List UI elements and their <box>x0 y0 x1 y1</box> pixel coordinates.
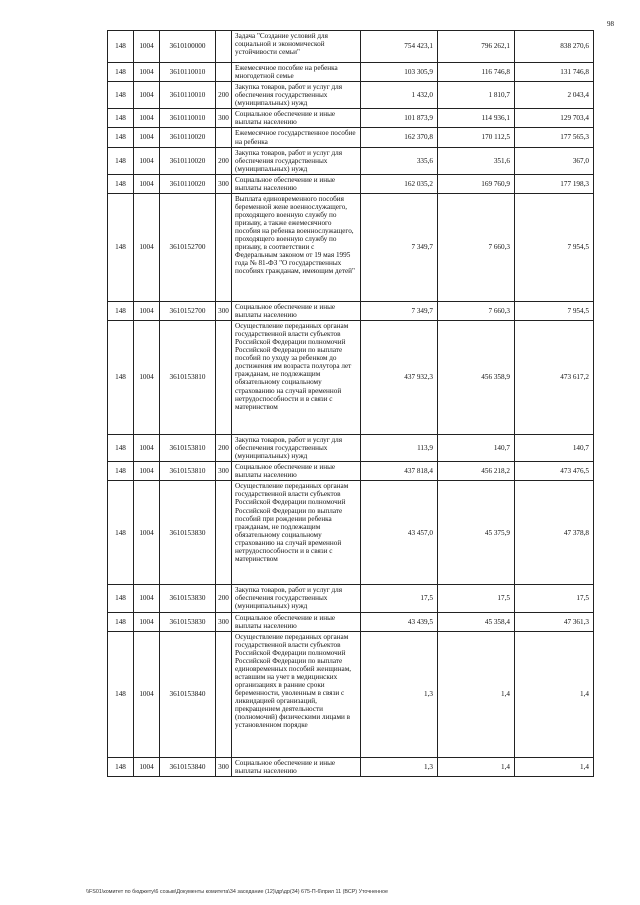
table-row <box>108 82 594 109</box>
cell-ministry-code: 148 <box>108 301 134 320</box>
cell-amount-year-3: 17,5 <box>515 585 594 612</box>
cell-section-code: 1004 <box>134 757 160 776</box>
cell-expense-kind: 300 <box>216 612 232 631</box>
cell-item-name: Социальное обеспечение и иные выплаты населению <box>232 462 361 481</box>
cell-amount-year-1: 101 873,9 <box>361 109 438 128</box>
cell-amount-year-2: 116 746,8 <box>438 63 515 82</box>
cell-amount-year-3: 140,7 <box>515 435 594 462</box>
cell-amount-year-2: 351,6 <box>438 147 515 174</box>
cell-target-code: 3610153830 <box>160 481 216 585</box>
cell-item-name: Ежемесячное пособие на ребенка многодетной семье <box>232 63 361 82</box>
cell-ministry-code: 148 <box>108 481 134 585</box>
table-row <box>108 301 594 320</box>
cell-amount-year-3: 7 954,5 <box>515 301 594 320</box>
cell-amount-year-3: 1,4 <box>515 757 594 776</box>
cell-amount-year-1: 437 932,3 <box>361 321 438 435</box>
table-row <box>108 612 594 631</box>
cell-ministry-code: 148 <box>108 612 134 631</box>
cell-expense-kind <box>216 193 232 301</box>
cell-item-name: Социальное обеспечение и иные выплаты населению <box>232 174 361 193</box>
cell-section-code: 1004 <box>134 321 160 435</box>
cell-amount-year-3: 1,4 <box>515 631 594 757</box>
cell-target-code: 3610153810 <box>160 321 216 435</box>
cell-ministry-code: 148 <box>108 31 134 63</box>
cell-item-name: Закупка товаров, работ и услуг для обеспечения государственных (муниципальных) нужд <box>232 435 361 462</box>
cell-expense-kind: 300 <box>216 757 232 776</box>
cell-amount-year-3: 177 565,3 <box>515 128 594 147</box>
cell-section-code: 1004 <box>134 63 160 82</box>
cell-expense-kind <box>216 631 232 757</box>
cell-amount-year-2: 140,7 <box>438 435 515 462</box>
table-row <box>108 193 594 301</box>
cell-expense-kind <box>216 63 232 82</box>
cell-target-code: 3610153810 <box>160 462 216 481</box>
cell-ministry-code: 148 <box>108 631 134 757</box>
table-row <box>108 435 594 462</box>
cell-amount-year-1: 7 349,7 <box>361 301 438 320</box>
table-row <box>108 481 594 585</box>
cell-amount-year-2: 170 112,5 <box>438 128 515 147</box>
cell-amount-year-1: 7 349,7 <box>361 193 438 301</box>
cell-section-code: 1004 <box>134 585 160 612</box>
cell-item-name: Закупка товаров, работ и услуг для обеспечения государственных (муниципальных) нужд <box>232 82 361 109</box>
cell-section-code: 1004 <box>134 631 160 757</box>
table-row <box>108 462 594 481</box>
cell-amount-year-2: 1 810,7 <box>438 82 515 109</box>
cell-item-name: Выплата единовременного пособия беременной жене военнослужащего, проходящего военную службу по призыву, а также ежемесячного пособия на ребенка военнослужащего, проходящего военную службу по призыву, в соответствии с Федеральным законом от 19 мая 1995 года № 81-ФЗ "О государственных пособиях гражданам, имеющим детей" <box>232 193 361 301</box>
cell-expense-kind: 300 <box>216 462 232 481</box>
cell-section-code: 1004 <box>134 82 160 109</box>
cell-amount-year-1: 754 423,1 <box>361 31 438 63</box>
cell-item-name: Закупка товаров, работ и услуг для обеспечения государственных (муниципальных) нужд <box>232 585 361 612</box>
cell-section-code: 1004 <box>134 193 160 301</box>
table-row <box>108 109 594 128</box>
cell-amount-year-1: 162 035,2 <box>361 174 438 193</box>
cell-amount-year-3: 177 198,3 <box>515 174 594 193</box>
table-row <box>108 321 594 435</box>
cell-amount-year-2: 45 358,4 <box>438 612 515 631</box>
cell-amount-year-3: 7 954,5 <box>515 193 594 301</box>
cell-expense-kind: 300 <box>216 109 232 128</box>
cell-amount-year-3: 47 378,8 <box>515 481 594 585</box>
cell-target-code: 3610153830 <box>160 585 216 612</box>
cell-amount-year-1: 17,5 <box>361 585 438 612</box>
cell-target-code: 3610110010 <box>160 63 216 82</box>
cell-amount-year-1: 335,6 <box>361 147 438 174</box>
cell-expense-kind <box>216 321 232 435</box>
cell-ministry-code: 148 <box>108 462 134 481</box>
cell-item-name: Ежемесячное государственное пособие на ребенка <box>232 128 361 147</box>
cell-section-code: 1004 <box>134 174 160 193</box>
cell-amount-year-2: 45 375,9 <box>438 481 515 585</box>
cell-amount-year-2: 169 760,9 <box>438 174 515 193</box>
cell-item-name: Социальное обеспечение и иные выплаты населению <box>232 757 361 776</box>
cell-item-name: Осуществление переданных органам государственной власти субъектов Российской Федерации полномочий Российской Федерации по выплате пособий при рождении ребенка гражданам, не подлежащим обязательному социальному страхованию на случай временной нетрудоспособности и в связи с материнством <box>232 481 361 585</box>
cell-section-code: 1004 <box>134 462 160 481</box>
cell-section-code: 1004 <box>134 435 160 462</box>
cell-amount-year-2: 7 660,3 <box>438 193 515 301</box>
cell-section-code: 1004 <box>134 301 160 320</box>
cell-amount-year-1: 43 439,5 <box>361 612 438 631</box>
cell-ministry-code: 148 <box>108 585 134 612</box>
cell-amount-year-3: 2 043,4 <box>515 82 594 109</box>
cell-target-code: 3610100000 <box>160 31 216 63</box>
table-row <box>108 585 594 612</box>
cell-ministry-code: 148 <box>108 435 134 462</box>
cell-expense-kind: 200 <box>216 585 232 612</box>
cell-expense-kind: 200 <box>216 82 232 109</box>
cell-section-code: 1004 <box>134 109 160 128</box>
cell-amount-year-1: 1,3 <box>361 757 438 776</box>
budget-table <box>107 30 594 777</box>
cell-item-name: Социальное обеспечение и иные выплаты населению <box>232 301 361 320</box>
cell-expense-kind <box>216 481 232 585</box>
cell-target-code: 3610153840 <box>160 757 216 776</box>
table-row <box>108 128 594 147</box>
cell-amount-year-3: 473 476,5 <box>515 462 594 481</box>
cell-ministry-code: 148 <box>108 63 134 82</box>
cell-amount-year-3: 473 617,2 <box>515 321 594 435</box>
cell-amount-year-2: 114 936,1 <box>438 109 515 128</box>
cell-item-name: Задача "Создание условий для социальной и экономической устойчивости семьи" <box>232 31 361 63</box>
cell-amount-year-2: 796 262,1 <box>438 31 515 63</box>
cell-item-name: Закупка товаров, работ и услуг для обеспечения государственных (муниципальных) нужд <box>232 147 361 174</box>
table-row <box>108 631 594 757</box>
cell-amount-year-1: 1,3 <box>361 631 438 757</box>
table-row <box>108 147 594 174</box>
cell-section-code: 1004 <box>134 128 160 147</box>
cell-item-name: Осуществление переданных органам государственной власти субъектов Российской Федерации полномочий Российской Федерации по выплате пособий по уходу за ребенком до достижения им возраста полутора лет гражданам, не подлежащим обязательному социальному страхованию на случай временной нетрудоспособности и в связи с материнством <box>232 321 361 435</box>
cell-amount-year-3: 838 270,6 <box>515 31 594 63</box>
cell-amount-year-1: 1 432,0 <box>361 82 438 109</box>
file-path-footer: \\FS01\комитет по бюджету\6 созыв\Документы комитета\34 заседание (12)\др\др(34) 675-П-6\прил 11 (ВСР) Уточненное <box>86 889 389 895</box>
cell-amount-year-2: 7 660,3 <box>438 301 515 320</box>
cell-amount-year-1: 113,9 <box>361 435 438 462</box>
cell-amount-year-1: 162 370,8 <box>361 128 438 147</box>
cell-amount-year-3: 131 746,8 <box>515 63 594 82</box>
cell-section-code: 1004 <box>134 147 160 174</box>
cell-target-code: 3610110010 <box>160 82 216 109</box>
cell-section-code: 1004 <box>134 612 160 631</box>
cell-amount-year-3: 367,0 <box>515 147 594 174</box>
table-row <box>108 757 594 776</box>
cell-target-code: 3610153810 <box>160 435 216 462</box>
cell-item-name: Осуществление переданных органам государственной власти субъектов Российской Федерации полномочий Российской Федерации по выплате единовременных пособий женщинам, вставшим на учет в медицинских организациях в ранние сроки беременности, уволенным в связи с ликвидацией организаций, прекращением деятельности (полномочий) физическими лицами в установленном порядке <box>232 631 361 757</box>
cell-amount-year-2: 456 218,2 <box>438 462 515 481</box>
cell-amount-year-1: 437 818,4 <box>361 462 438 481</box>
cell-ministry-code: 148 <box>108 174 134 193</box>
cell-target-code: 3610110020 <box>160 147 216 174</box>
cell-ministry-code: 148 <box>108 321 134 435</box>
cell-amount-year-2: 17,5 <box>438 585 515 612</box>
table-row <box>108 63 594 82</box>
cell-section-code: 1004 <box>134 481 160 585</box>
cell-ministry-code: 148 <box>108 82 134 109</box>
cell-amount-year-2: 1,4 <box>438 757 515 776</box>
cell-target-code: 3610153840 <box>160 631 216 757</box>
cell-expense-kind: 200 <box>216 435 232 462</box>
table-row <box>108 31 594 63</box>
cell-target-code: 3610152700 <box>160 301 216 320</box>
cell-amount-year-3: 47 361,3 <box>515 612 594 631</box>
cell-ministry-code: 148 <box>108 109 134 128</box>
cell-amount-year-2: 456 358,9 <box>438 321 515 435</box>
cell-ministry-code: 148 <box>108 193 134 301</box>
cell-target-code: 3610152700 <box>160 193 216 301</box>
cell-section-code: 1004 <box>134 31 160 63</box>
cell-amount-year-3: 129 703,4 <box>515 109 594 128</box>
page-number: 98 <box>607 20 614 28</box>
cell-item-name: Социальное обеспечение и иные выплаты населению <box>232 109 361 128</box>
cell-amount-year-1: 103 305,9 <box>361 63 438 82</box>
cell-ministry-code: 148 <box>108 757 134 776</box>
cell-target-code: 3610110020 <box>160 128 216 147</box>
cell-target-code: 3610110020 <box>160 174 216 193</box>
cell-ministry-code: 148 <box>108 128 134 147</box>
cell-ministry-code: 148 <box>108 147 134 174</box>
table-row <box>108 174 594 193</box>
cell-amount-year-1: 43 457,0 <box>361 481 438 585</box>
cell-expense-kind: 200 <box>216 147 232 174</box>
cell-target-code: 3610110010 <box>160 109 216 128</box>
cell-amount-year-2: 1,4 <box>438 631 515 757</box>
cell-expense-kind <box>216 128 232 147</box>
cell-expense-kind: 300 <box>216 301 232 320</box>
cell-expense-kind <box>216 31 232 63</box>
cell-item-name: Социальное обеспечение и иные выплаты населению <box>232 612 361 631</box>
cell-target-code: 3610153830 <box>160 612 216 631</box>
cell-expense-kind: 300 <box>216 174 232 193</box>
